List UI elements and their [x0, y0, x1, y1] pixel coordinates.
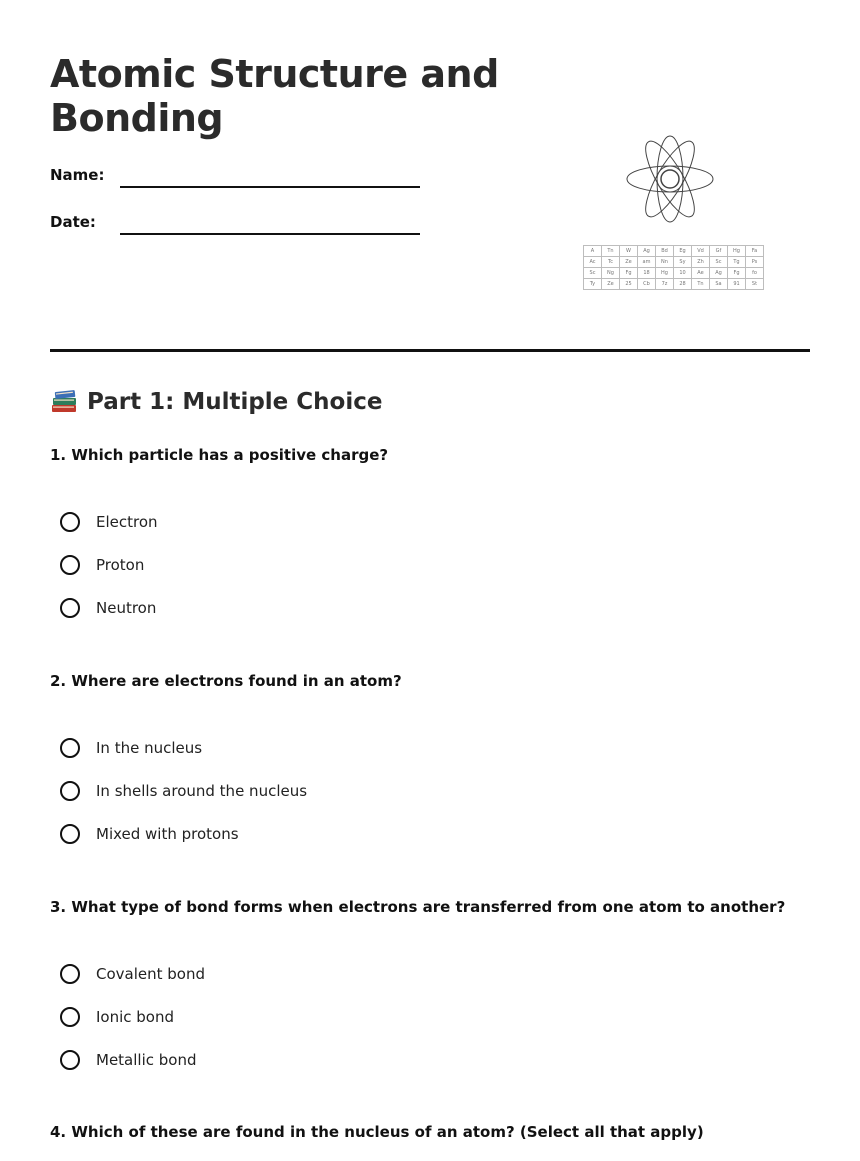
radio-circle-icon[interactable]	[60, 1050, 80, 1070]
answer-option[interactable]	[60, 995, 205, 1038]
periodic-table-image	[583, 245, 764, 290]
part1-heading	[50, 388, 382, 416]
periodic-table-cell: 91	[728, 279, 746, 290]
periodic-table-cell: Cb	[638, 279, 656, 290]
worksheet-header	[50, 52, 810, 302]
option-label: In the nucleus	[96, 738, 203, 757]
periodic-table-cell: Fg	[620, 268, 638, 279]
option-label: Electron	[96, 512, 158, 531]
periodic-table-cell: St	[746, 279, 764, 290]
periodic-table-cell: Gf	[710, 246, 728, 257]
answer-option[interactable]	[60, 1038, 205, 1081]
option-label: Metallic bond	[96, 1050, 197, 1069]
question-3	[50, 897, 810, 1069]
periodic-table-cell: Tg	[728, 257, 746, 268]
radio-circle-icon[interactable]	[60, 512, 80, 532]
periodic-table-cell: Sa	[710, 279, 728, 290]
periodic-table-cell: Sy	[674, 257, 692, 268]
periodic-table-cell: Ac	[584, 257, 602, 268]
radio-circle-icon[interactable]	[60, 738, 80, 758]
date-input-line[interactable]	[120, 221, 420, 235]
date-label: Date:	[50, 213, 96, 231]
worksheet-title: Atomic Structure and Bonding	[50, 52, 499, 140]
periodic-table-cell: Zh	[692, 257, 710, 268]
question-text: 4. Which of these are found in the nucleus of an atom? (Select all that apply)	[50, 1123, 704, 1141]
periodic-table-row	[584, 246, 764, 257]
option-label: Ionic bond	[96, 1007, 175, 1026]
periodic-table-cell: fo	[746, 268, 764, 279]
atom-icon	[625, 134, 715, 224]
books-icon	[50, 388, 78, 416]
radio-circle-icon[interactable]	[60, 781, 80, 801]
radio-circle-icon[interactable]	[60, 1007, 80, 1027]
answer-option[interactable]	[60, 952, 205, 995]
periodic-table-cell: Ty	[584, 279, 602, 290]
periodic-table-cell: Sc	[710, 257, 728, 268]
periodic-table-cell: 18	[638, 268, 656, 279]
answer-options	[60, 726, 307, 855]
periodic-table-cell: Tn	[692, 279, 710, 290]
question-2	[50, 671, 810, 843]
periodic-table-cell: Tc	[602, 257, 620, 268]
periodic-table-cell: Ng	[602, 268, 620, 279]
periodic-table-cell: Fg	[728, 268, 746, 279]
periodic-table-cell: Sc	[584, 268, 602, 279]
question-4	[50, 1122, 810, 1142]
part1-title: Part 1: Multiple Choice	[87, 389, 383, 415]
periodic-table-cell: 10	[674, 268, 692, 279]
answer-options	[60, 952, 205, 1081]
periodic-table-cell: Bd	[656, 246, 674, 257]
periodic-table-cell: Hg	[656, 268, 674, 279]
periodic-table-cell: Ag	[638, 246, 656, 257]
periodic-table-cell: Ze	[602, 279, 620, 290]
option-label: Neutron	[96, 598, 157, 617]
periodic-table-cell: Vd	[692, 246, 710, 257]
periodic-table-cell: Ze	[620, 257, 638, 268]
question-text: 3. What type of bond forms when electrons are transferred from one atom to another?	[50, 898, 786, 916]
periodic-table-cell: Tn	[602, 246, 620, 257]
atom-nucleus	[661, 170, 679, 188]
name-input-line[interactable]	[120, 174, 420, 188]
radio-circle-icon[interactable]	[60, 598, 80, 618]
answer-option[interactable]	[60, 769, 307, 812]
periodic-table-cell: Ag	[710, 268, 728, 279]
option-label: Proton	[96, 555, 145, 574]
question-text: 2. Where are electrons found in an atom?	[50, 672, 402, 690]
periodic-table-cell: Fa	[746, 246, 764, 257]
periodic-table-cell: 28	[674, 279, 692, 290]
atom-orbit	[637, 135, 703, 222]
question-1	[50, 445, 810, 617]
answer-options	[60, 500, 158, 629]
date-field	[50, 213, 420, 231]
periodic-table-cell: 7z	[656, 279, 674, 290]
answer-option[interactable]	[60, 500, 158, 543]
name-field	[50, 166, 420, 184]
periodic-table-cell: am	[638, 257, 656, 268]
answer-option[interactable]	[60, 812, 307, 855]
name-label: Name:	[50, 166, 105, 184]
question-text: 1. Which particle has a positive charge?	[50, 446, 389, 464]
answer-option[interactable]	[60, 543, 158, 586]
periodic-table-row	[584, 268, 764, 279]
option-label: Covalent bond	[96, 964, 205, 983]
periodic-table-cell: W	[620, 246, 638, 257]
radio-circle-icon[interactable]	[60, 964, 80, 984]
periodic-table-cell: Hg	[728, 246, 746, 257]
answer-option[interactable]	[60, 586, 158, 629]
answer-option[interactable]	[60, 726, 307, 769]
periodic-table-cell: 25	[620, 279, 638, 290]
periodic-table-cell: Ae	[692, 268, 710, 279]
option-label: In shells around the nucleus	[96, 781, 308, 800]
periodic-table-cell: Ps	[746, 257, 764, 268]
periodic-table-row	[584, 279, 764, 290]
periodic-table-cell: Nn	[656, 257, 674, 268]
option-label: Mixed with protons	[96, 824, 239, 843]
atom-orbit	[637, 135, 703, 222]
periodic-table-cell: A	[584, 246, 602, 257]
periodic-table-row	[584, 257, 764, 268]
section-divider	[50, 349, 810, 352]
radio-circle-icon[interactable]	[60, 555, 80, 575]
radio-circle-icon[interactable]	[60, 824, 80, 844]
periodic-table-cell: Eg	[674, 246, 692, 257]
